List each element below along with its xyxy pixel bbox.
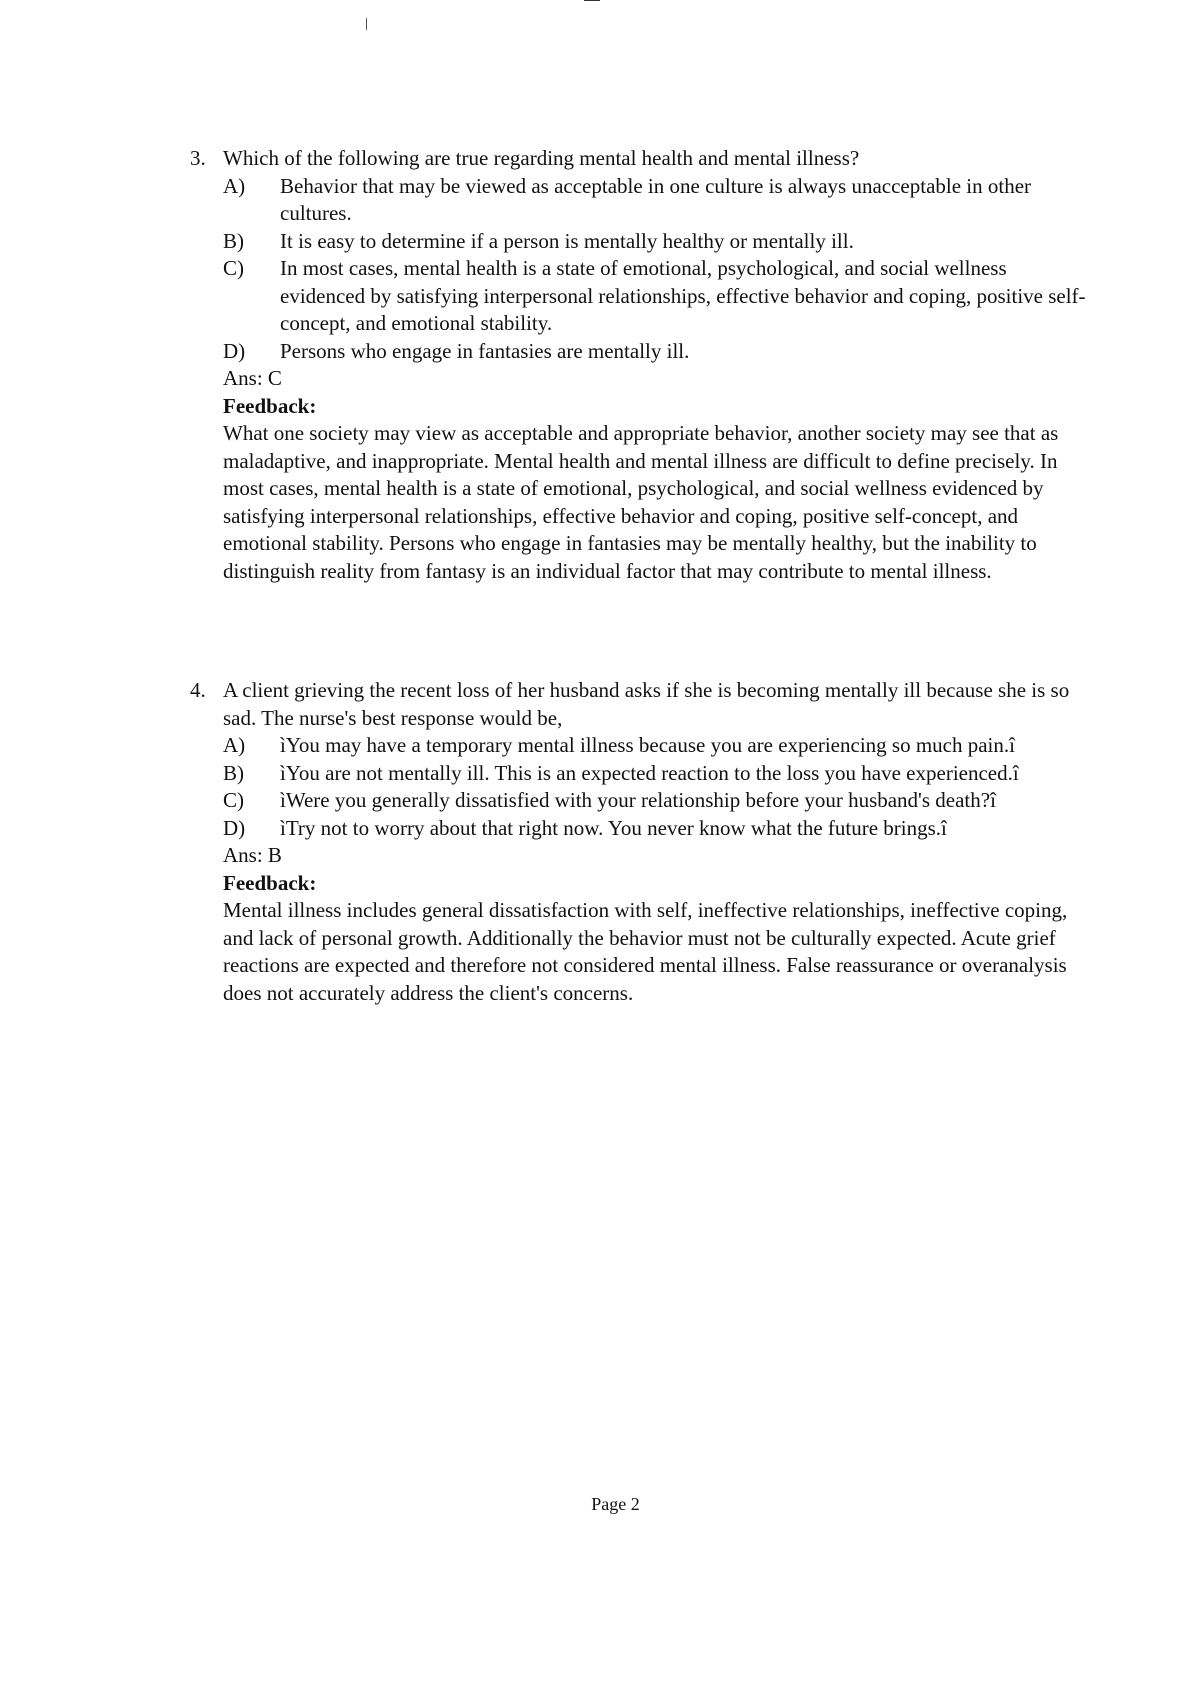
option-text: Behavior that may be viewed as acceptable in one culture is always unacceptable in other cultures. [280,173,1032,225]
question-stem [190,145,1090,173]
feedback-text: What one society may view as acceptable and appropriate behavior, another society may see that as maladaptive, and inappropriate. Mental health and mental illness are difficult to define precisely. In most cases, mental health is a state of emotional, psychological, and social wellness evidenced by satisfying interpersonal relationships, effective behavior and coping, positive self-concept, and emotional stability. Persons who engage in fantasies may be mentally healthy, but the inability to distinguish reality from fantasy is an individual factor that may contribute to mental illness. [223,421,1059,583]
option-d [190,815,1090,843]
question-3 [190,145,1090,585]
question-number: 3. [190,146,206,170]
header-tick-mark [366,18,367,30]
question-text: A client grieving the recent loss of her husband asks if she is becoming mentally ill because she is so sad. The nurse's best response would be, [223,678,1070,730]
feedback-heading: Feedback: [223,393,317,418]
option-letter: D) [223,338,246,363]
option-letter: A) [223,733,246,757]
option-c [190,787,1090,815]
option-text: Persons who engage in fantasies are mentally ill. [280,338,690,363]
option-d [190,338,1090,366]
feedback-heading: Feedback: [223,870,317,895]
option-text: ìYou may have a temporary mental illness because you are experiencing so much pain.î [280,733,1015,757]
option-letter: A) [223,173,246,198]
question-4 [190,677,1090,1007]
header-rule [584,0,600,1]
option-letter: B) [223,760,244,785]
question-stem [190,677,1090,732]
option-letter: C) [223,788,244,812]
option-text: In most cases, mental health is a state of emotional, psychological, and social wellness evidenced by satisfying interpersonal relationships, effective behavior and coping, positive self-concept, and emotional stability. [280,256,1086,335]
question-number: 4. [190,678,206,702]
answer-key: Ans: B [223,843,282,867]
option-a [190,173,1090,228]
option-letter: D) [223,815,246,840]
option-letter: B) [223,228,244,253]
feedback-text: Mental illness includes general dissatisfaction with self, ineffective relationships, ineffective coping, and lack of personal growth. Additionally the behavior must not be culturally expected. Acute grief reactions are expected and therefore not considered mental illness. False reassurance or overanalysis does not accurately address the client's concerns. [223,898,1068,1005]
option-b [190,228,1090,256]
option-text: ìTry not to worry about that right now. You never know what the future brings.î [280,815,947,840]
option-text: ìWere you generally dissatisfied with your relationship before your husband's death?î [280,788,996,812]
page-number: Page 2 [591,1494,640,1514]
option-text: It is easy to determine if a person is mentally healthy or mentally ill. [280,228,854,253]
option-text: ìYou are not mentally ill. This is an expected reaction to the loss you have experienced.î [280,760,1019,785]
option-a [190,732,1090,760]
option-b [190,760,1090,788]
option-letter: C) [223,256,244,280]
question-text: Which of the following are true regarding mental health and mental illness? [223,146,860,170]
answer-key: Ans: C [223,366,282,390]
option-c [190,255,1090,338]
